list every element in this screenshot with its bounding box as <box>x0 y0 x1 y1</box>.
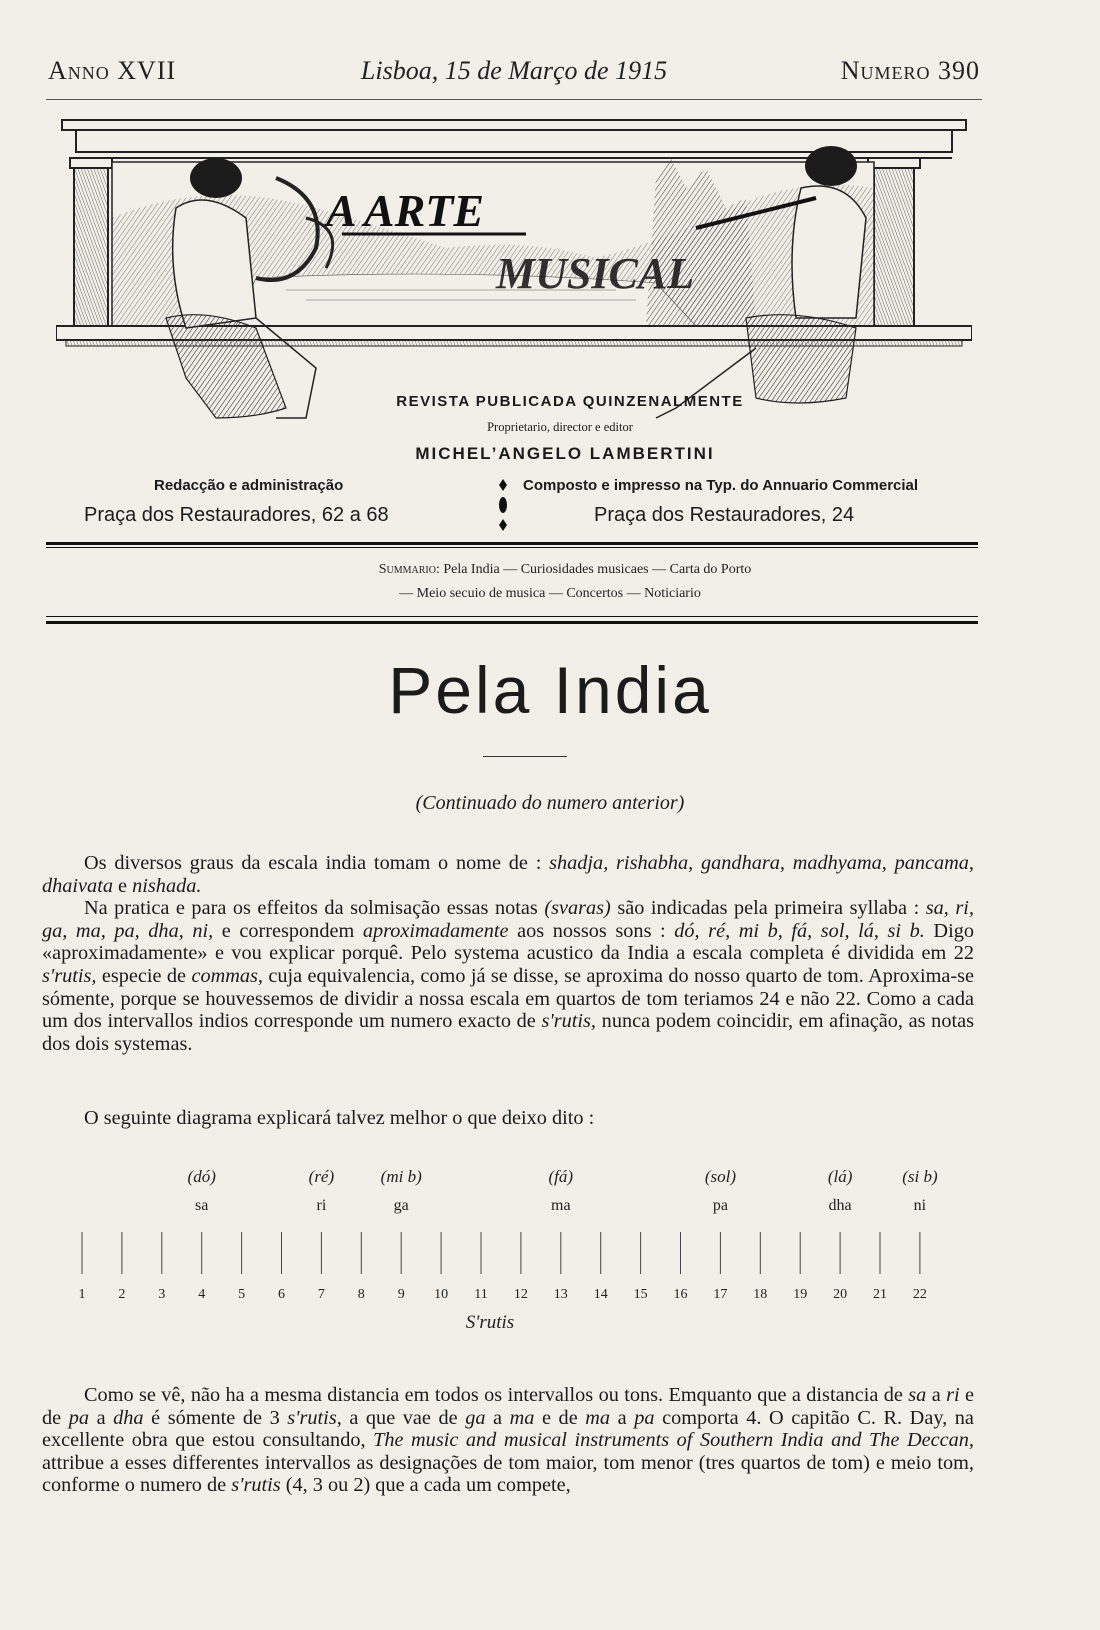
article-title: Pela India <box>388 653 712 727</box>
sruti-number: 17 <box>713 1287 728 1302</box>
address-right: Praça dos Restauradores, 24 <box>594 504 855 526</box>
rule <box>46 542 978 545</box>
sruti-number: 20 <box>833 1287 848 1302</box>
sruti-number: 11 <box>474 1287 488 1302</box>
note-western: (lá) <box>827 1170 853 1186</box>
sruti-number: 7 <box>317 1287 325 1302</box>
note-western: (dó) <box>187 1170 216 1186</box>
sruti-diagram <box>60 1170 980 1350</box>
summary-label: Summario: <box>378 562 440 577</box>
sruti-number: 14 <box>593 1287 608 1302</box>
address-separator-ornament <box>497 477 509 533</box>
editor-name: MICHEL’ANGELO LAMBERTINI <box>415 444 715 463</box>
note-western: (fá) <box>548 1170 574 1186</box>
sruti-number: 6 <box>278 1287 285 1302</box>
note-western: (mi b) <box>380 1170 422 1186</box>
masthead-title-1: A ARTE <box>326 185 485 236</box>
publication-subtitle: REVISTA PUBLICADA QUINZENALMENTE <box>396 393 744 410</box>
header-rule <box>46 99 982 100</box>
sruti-number: 9 <box>397 1287 405 1302</box>
rule <box>46 621 978 624</box>
title-rule <box>483 756 567 757</box>
issue-number: Numero 390 <box>840 56 980 85</box>
sruti-number: 2 <box>118 1287 126 1302</box>
note-western: (si b) <box>902 1170 938 1186</box>
diagram-caption: S'rutis <box>465 1312 515 1333</box>
issue-header <box>48 56 980 96</box>
editor-role: Proprietario, director e editor <box>487 420 633 434</box>
address-right-label: Composto e impresso na Typ. do Annuario Commercial <box>523 477 919 494</box>
sruti-number: 1 <box>78 1287 86 1302</box>
masthead-title-2: MUSICAL <box>496 249 695 298</box>
paragraph-1: Os diversos graus da escala india tomam o nome de : shadja, rishabha, gandhara, madhyama, pancama, dhaivata e nishada. Na pratica e para os effeitos da solmisação essas notas (svaras) são indicadas pela primeira syllaba : sa, ri, ga, ma, pa, dha, ni, e correspondem aproximadamente aos nossos sons : dó, ré, mi b, fá, sol, lá, si b. Digo «aproximadamente» e vou explicar porquê. Pelo systema acustico da India a escala completa é dividida em 22 s'rutis, especie de commas, cuja equivalencia, como já se disse, se aproxima do nosso quarto de tom. Aproxima-se sómente, porque se houvessemos de dividir a nossa escala em quartos de tom teriamos 24 e não 22. Como a cada um dos intervallos indios corresponde um numero exacto de s'rutis, nunca podem coincidir, em afinação, as notas dos dois systemas. <box>42 852 975 1055</box>
sruti-number: 22 <box>912 1287 927 1302</box>
note-indian: ri <box>316 1197 327 1214</box>
address-left: Praça dos Restauradores, 62 a 68 <box>84 504 389 526</box>
note-western: (sol) <box>704 1170 736 1186</box>
sruti-number: 10 <box>434 1287 449 1302</box>
address-left-label: Redacção e administração <box>154 477 344 494</box>
summary-line-2: — Meio secuio de musica — Concertos — Noticiario <box>399 586 701 601</box>
sruti-number: 19 <box>793 1287 808 1302</box>
paragraph-3: Como se vê, não ha a mesma distancia em todos os intervallos ou tons. Emquanto que a distancia de sa a ri e de pa a dha é sómente de 3 s'rutis, a que vae de ga a ma e de ma a pa comporta 4. O capitão C. R. Day, na excellente obra que estou consultando, The music and musical instruments of Southern India and The Deccan, attribue a esses differentes intervallos as designações de tom maior, tom menor (tres quartos de tom) e meio tom, conforme o numero de s'rutis (4, 3 ou 2) que a cada um compete, <box>42 1384 974 1497</box>
note-indian: ni <box>913 1197 927 1214</box>
sruti-number: 8 <box>357 1287 365 1302</box>
paragraph-2: O seguinte diagrama explicará talvez melhor o que deixo dito : <box>84 1107 595 1129</box>
sruti-number: 18 <box>753 1287 768 1302</box>
note-indian: ga <box>393 1197 409 1214</box>
continued-note: (Continuado do numero anterior) <box>415 792 685 814</box>
issue-year: Anno XVII <box>48 56 177 85</box>
rule <box>46 547 978 548</box>
sruti-number: 12 <box>513 1287 528 1302</box>
note-indian: pa <box>712 1197 728 1214</box>
note-indian: dha <box>828 1197 852 1214</box>
note-western: (ré) <box>308 1170 335 1186</box>
sruti-number: 13 <box>553 1287 568 1302</box>
sruti-number: 15 <box>633 1287 648 1302</box>
summary-text-1: Pela India — Curiosidades musicaes — Carta do Porto <box>443 562 752 577</box>
sruti-number: 5 <box>238 1287 246 1302</box>
rule <box>46 616 978 617</box>
sruti-number: 16 <box>673 1287 688 1302</box>
sruti-number: 21 <box>873 1287 887 1302</box>
summary-line-1 <box>0 562 1100 578</box>
issue-date: Lisboa, 15 de Março de 1915 <box>360 56 668 85</box>
sruti-number: 3 <box>158 1287 166 1302</box>
note-indian: sa <box>195 1197 209 1214</box>
note-indian: ma <box>551 1197 571 1214</box>
sruti-number: 4 <box>198 1287 206 1302</box>
